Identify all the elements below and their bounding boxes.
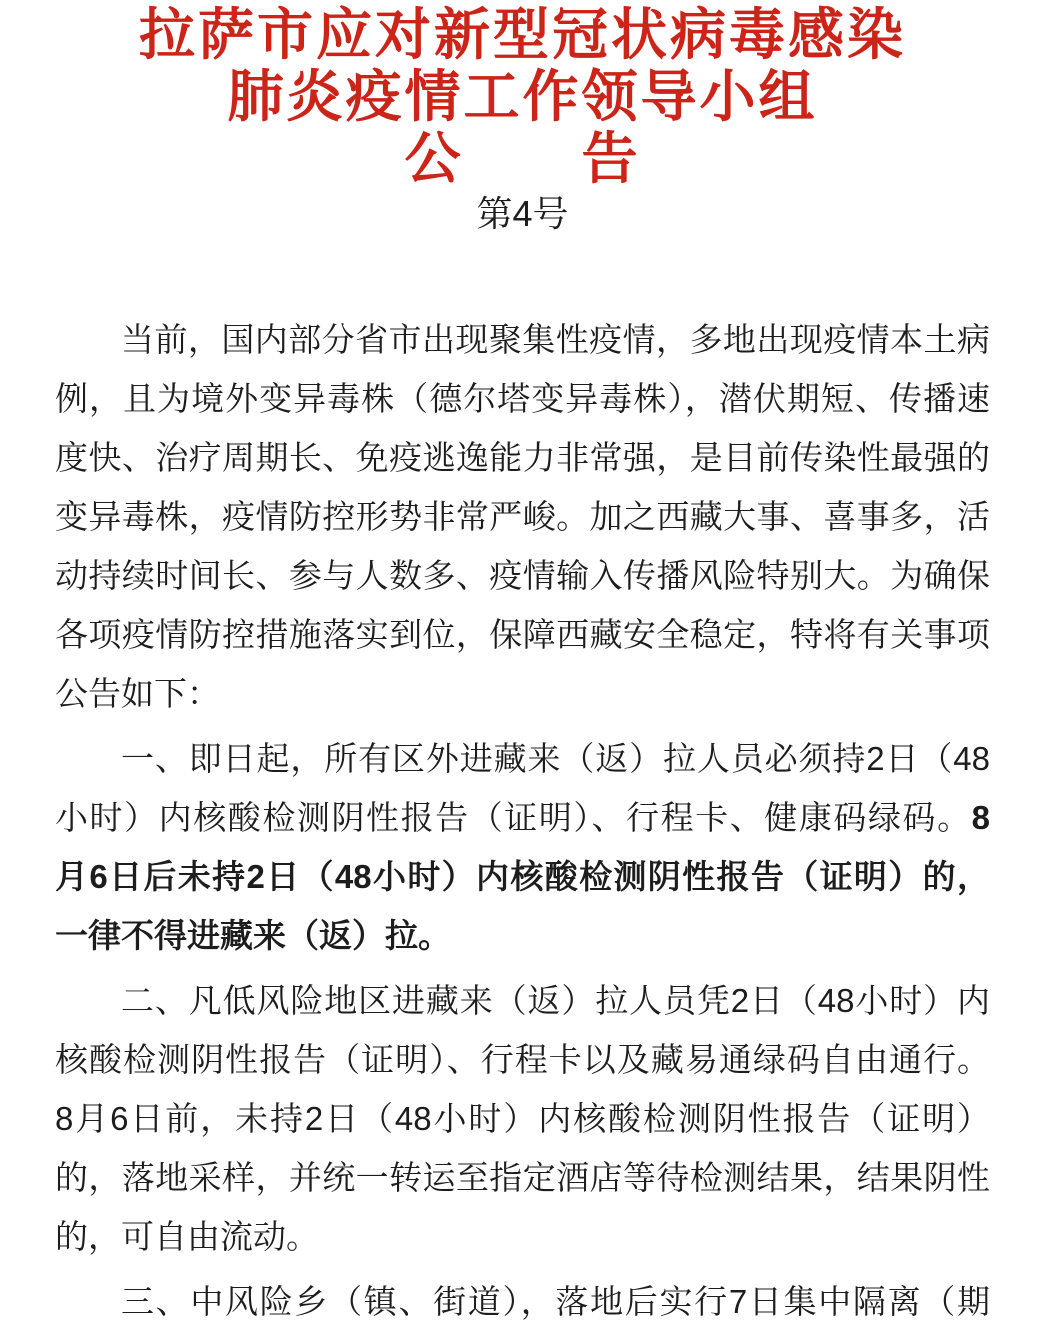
body-line — [55, 428, 990, 487]
body-line — [55, 1030, 990, 1089]
document-header — [0, 0, 1045, 236]
text-run: 公告如下： — [55, 675, 220, 712]
body-line — [55, 729, 990, 788]
body-line — [55, 788, 990, 847]
body-line — [55, 546, 990, 605]
body-line — [55, 487, 990, 546]
body-line — [55, 1272, 990, 1331]
body-line — [55, 605, 990, 664]
title-line-3: 公 告 — [404, 127, 641, 190]
document-title — [0, 4, 1045, 190]
body-line — [55, 1207, 990, 1266]
text-run: 变异毒株，疫情防控形势非常严峻。加之西藏大事、喜事多，活 — [55, 498, 990, 535]
title-line-2: 肺炎疫情工作领导小组 — [227, 65, 818, 128]
text-run: 一、即日起，所有区外进藏来（返）拉人员必须持2日（48 — [121, 740, 990, 777]
issue-number: 第4号 — [476, 193, 569, 234]
body-line — [55, 664, 990, 723]
text-run: 核酸检测阴性报告（证明）、行程卡以及藏易通绿码自由通行。 — [55, 1041, 990, 1078]
text-run: 当前，国内部分省市出现聚集性疫情，多地出现疫情本土病 — [121, 321, 990, 358]
text-run: 的，落地采样，并统一转运至指定酒店等待检测结果，结果阴性 — [55, 1159, 990, 1196]
text-run: 各项疫情防控措施落实到位，保障西藏安全稳定，特将有关事项 — [55, 616, 990, 653]
text-run: 度快、治疗周期长、免疫逃逸能力非常强，是目前传染性最强的 — [55, 439, 990, 476]
body-line — [55, 1148, 990, 1207]
body-line — [55, 847, 990, 906]
body-line — [55, 906, 990, 965]
text-run: 二、凡低风险地区进藏来（返）拉人员凭2日（48小时）内 — [121, 982, 990, 1019]
text-run: 小时）内核酸检测阴性报告（证明）、行程卡、健康码绿码。 — [55, 799, 972, 836]
document-body — [0, 310, 1045, 1331]
text-run: 例，且为境外变异毒株（德尔塔变异毒株），潜伏期短、传播速 — [55, 380, 990, 417]
body-line — [55, 369, 990, 428]
body-line — [55, 310, 990, 369]
title-line-1: 拉萨市应对新型冠状病毒感染 — [139, 3, 906, 66]
body-line — [55, 1089, 990, 1148]
text-run: 的，可自由流动。 — [55, 1218, 319, 1255]
body-line — [55, 971, 990, 1030]
text-run-bold: 月6日后未持2日（48小时）内核酸检测阴性报告（证明）的， — [55, 858, 990, 895]
text-run: 8月6日前，未持2日（48小时）内核酸检测阴性报告（证明） — [55, 1100, 990, 1137]
text-run: 动持续时间长、参与人数多、疫情输入传播风险特别大。为确保 — [55, 557, 990, 594]
text-run-bold: 8 — [971, 799, 990, 836]
text-run: 三、中风险乡（镇、街道），落地后实行7日集中隔离（期 — [121, 1283, 990, 1320]
text-run-bold: 一律不得进藏来（返）拉。 — [55, 917, 451, 954]
